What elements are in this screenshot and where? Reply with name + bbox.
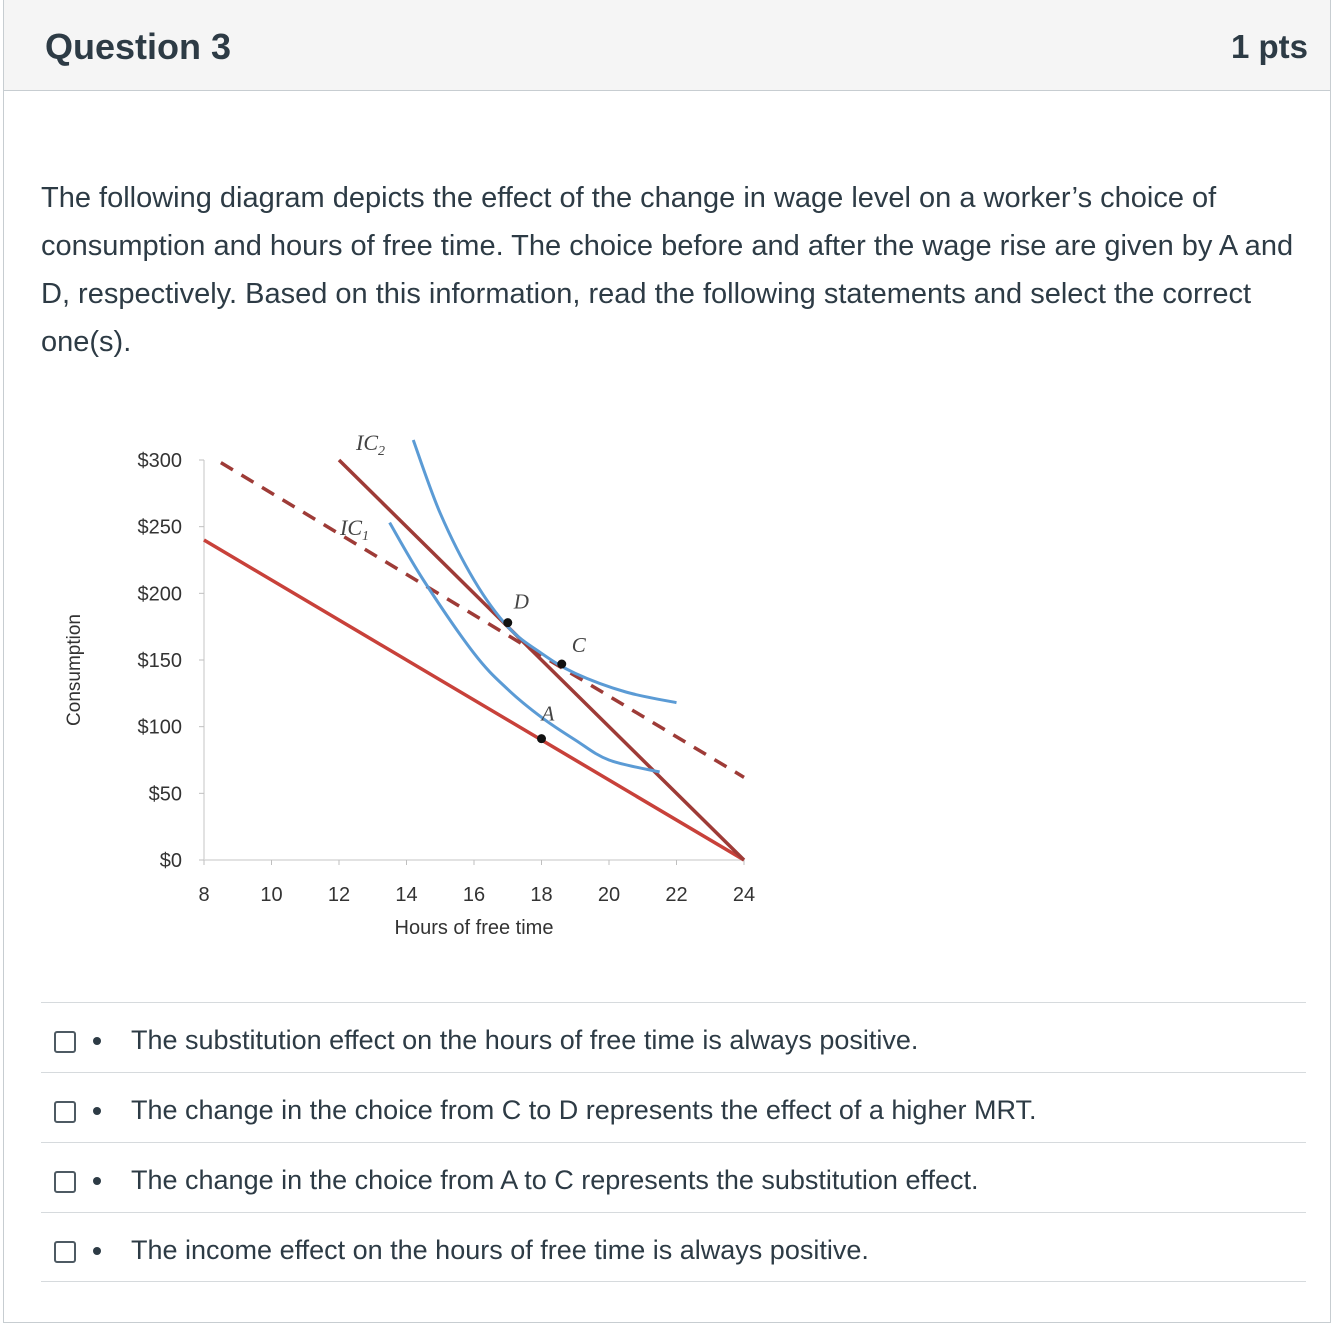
bullet-icon [93,1247,101,1255]
x-tick-label: 10 [260,884,283,906]
x-tick-label: 20 [597,884,621,906]
y-tick-label: $200 [137,583,182,606]
answer-label: The change in the choice from C to D represents the effect of a higher MRT. [131,1095,1037,1125]
x-tick-label: 24 [732,884,756,906]
answer-list [41,1002,1306,1282]
y-tick-label: $300 [137,450,182,472]
answer-checkbox[interactable] [54,1241,76,1263]
point-label: A [541,701,555,726]
point-c [557,660,566,669]
bullet-icon [93,1177,101,1185]
question-prompt: The following diagram depicts the effect of the change in wage level on a worker’s choice of consumption and hours of free time. The choice before and after the wage rise are given by A and D, respectively. Based on this information, read the following statements and select the correct one(s). [41,182,1294,358]
question-points: 1 pts [1230,28,1308,65]
point-label: C [571,633,586,657]
point-label: D [513,589,529,614]
budget-line [221,463,744,778]
answer-option[interactable] [41,1212,1306,1282]
y-tick-label: $250 [137,516,182,539]
bullet-icon [93,1037,101,1045]
y-tick-label: $100 [137,716,182,739]
x-tick-label: 14 [395,884,418,906]
answer-option[interactable] [41,1002,1306,1072]
x-tick-label: 22 [665,884,688,906]
curve-label: $IC_1$ [340,515,369,544]
answer-checkbox[interactable] [54,1171,76,1193]
answer-label: The change in the choice from A to C represents the substitution effect. [131,1165,979,1195]
x-tick-label: 16 [462,884,486,906]
y-axis-label: Consumption [64,614,85,726]
y-tick-label: $0 [159,850,182,872]
question-header [4,0,1330,91]
curve-label: $IC_2$ [356,430,385,459]
answer-checkbox[interactable] [54,1031,76,1053]
answer-label: The income effect on the hours of free time is always positive. [131,1235,869,1265]
y-tick-label: $50 [148,783,182,806]
point-d [503,618,512,627]
answer-checkbox[interactable] [54,1101,76,1123]
bullet-icon [93,1107,101,1115]
point-a [537,734,546,743]
answer-option[interactable] [41,1142,1306,1212]
question-title: Question 3 [45,26,232,67]
labor-leisure-chart [40,410,800,960]
x-tick-label: 12 [327,884,351,906]
x-tick-label: 8 [198,884,210,906]
answer-option[interactable] [41,1072,1306,1142]
x-axis-label: Hours of free time [394,917,554,939]
budget-line [339,460,744,860]
answer-label: The substitution effect on the hours of free time is always positive. [131,1025,919,1055]
y-tick-label: $150 [137,650,182,672]
x-tick-label: 18 [530,884,553,906]
